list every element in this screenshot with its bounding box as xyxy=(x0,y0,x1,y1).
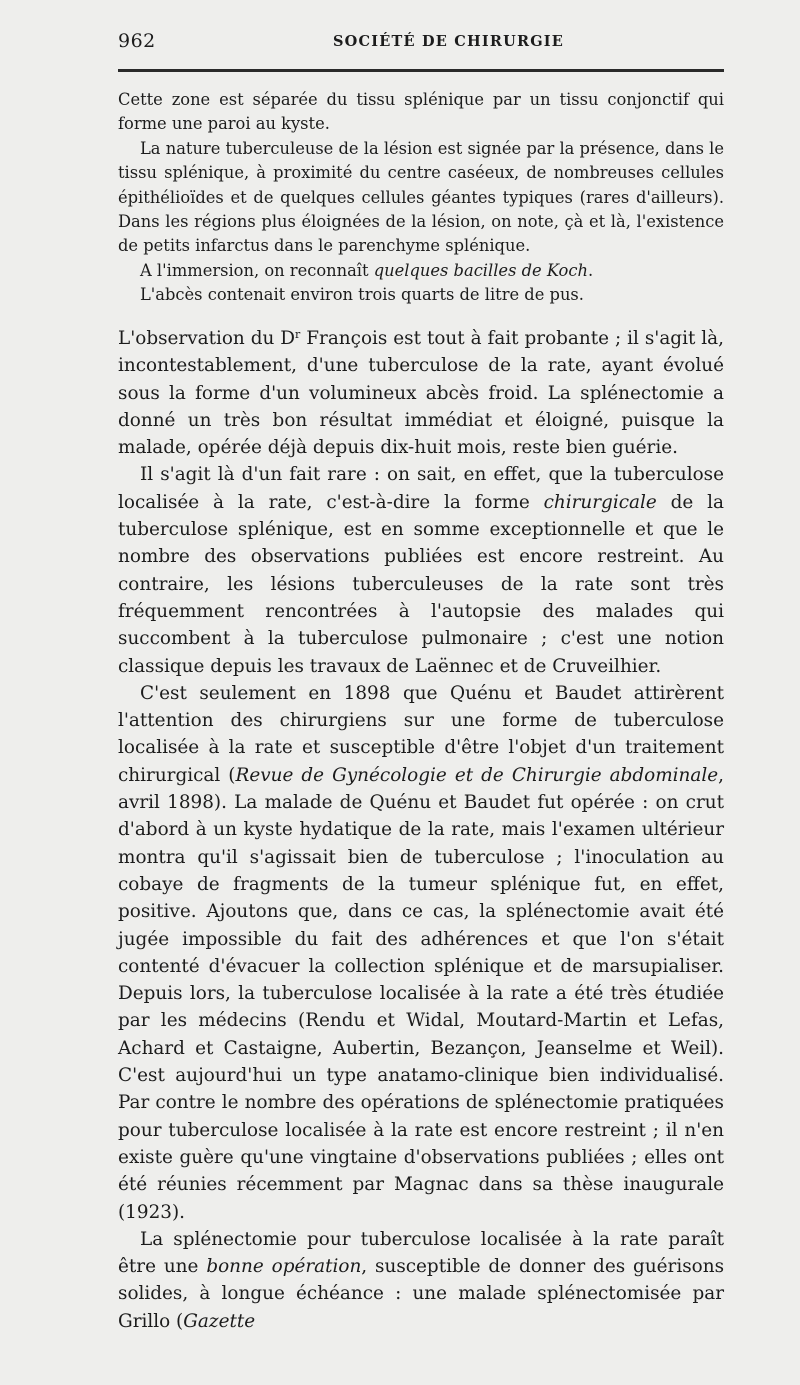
header-rule xyxy=(118,69,724,72)
discussion-paragraph-3 xyxy=(118,680,724,1226)
doctor-superscript: r xyxy=(295,327,301,341)
discussion-p1-rest: François est tout à fait probante ; il s'agit là, incontestablement, d'une tuberculose de la rate, ayant évolué sous la forme d'un volumineux abcès froid. La splénectomie a donné un très bon résultat immédiat et éloigné, puisque la malade, opérée déjà depuis dix-huit mois, reste bien guérie. xyxy=(118,328,724,459)
report-paragraph-3-end: . xyxy=(587,260,594,280)
report-paragraph-2: La nature tuberculeuse de la lésion est signée par la présence, dans le tissu splénique, à proximité du centre caséeux, de nombreuses cellules épithélioïdes et de quelques cellules géantes typiques (rares d'ailleurs). Dans les régions plus éloignées de la lésion, on note, çà et là, l'existence de petits infarctus dans le parenchyme splénique. xyxy=(118,138,724,256)
report-paragraph-3 xyxy=(118,259,724,283)
discussion-p1-start: L'observation du D xyxy=(118,328,296,349)
discussion-block xyxy=(118,325,724,1335)
page-number: 962 xyxy=(118,30,156,52)
discussion-p2-rest: de la tuberculose splénique, est en somme exceptionnelle et que le nombre des observations publiées est encore restreint. Au contraire, les lésions tuberculeuses de la rate sont très fréquemment rencontrées à l'autopsie des malades qui succombent à la tuberculose pulmonaire ; c'est une notion classique depuis les travaux de Laënnec et de Cruveilhier. xyxy=(118,491,724,677)
discussion-p3-rest: , avril 1898). La malade de Quénu et Baudet fut opérée : on crut d'abord à un kyste hydatique de la rate, mais l'examen ultérieur montra qu'il s'agissait bien de tuberculose ; l'inoculation au cobaye de fragments de la tumeur splénique fut, en effet, positive. Ajoutons que, dans ce cas, la splénectomie avait été jugée impossible du fait des adhérences et que l'on s'était contenté d'évacuer la collection splénique et de marsupialiser. Depuis lors, la tuberculose localisée à la rate a été très étudiée par les médecins (Rendu et Widal, Moutard-Martin et Lefas, Achard et Castaigne, Aubertin, Bezançon, Jeanselme et Weil). C'est aujourd'hui un type anatamo-clinique bien individualisé. Par contre le nombre des opérations de splénectomie pratiquées pour tuberculose localisée à la rate est encore restreint ; il n'en existe guère qu'une vingtaine d'observations publiées ; elles ont été réunies récemment par Magnac dans sa thèse inaugurale (1923). xyxy=(118,764,724,1223)
report-paragraph-3-text: A l'immersion, on reconnaît xyxy=(140,260,374,280)
page-header xyxy=(118,30,724,54)
discussion-p4-middle: , susceptible de donner des guérisons solides, à longue échéance : une malade splénectomisée par Grillo ( xyxy=(118,1256,725,1332)
bonne-operation-italic: bonne opération xyxy=(206,1256,362,1278)
discussion-p4-start: La splénectomie pour tuberculose localisée à la rate paraît être une xyxy=(118,1228,724,1278)
report-paragraph-1: Cette zone est séparée du tissu splénique par un tissu conjonctif qui forme une paroi au kyste. xyxy=(118,90,724,134)
journal-title-italic: Revue de Gynécologie et de Chirurgie abdominale xyxy=(235,764,719,786)
running-title: SOCIÉTÉ DE CHIRURGIE xyxy=(333,33,565,50)
discussion-paragraph-4 xyxy=(118,1226,724,1335)
discussion-paragraph-2 xyxy=(118,461,724,679)
discussion-p2-start: Il s'agit là d'un fait rare : on sait, en effet, que la tuberculose localisée à la rate, c'est-à-dire la forme xyxy=(118,464,724,513)
case-report-block xyxy=(118,88,724,308)
report-paragraph-4: L'abcès contenait environ trois quarts de litre de pus. xyxy=(140,285,584,305)
gazette-italic: Gazette xyxy=(183,1310,256,1332)
discussion-paragraph-1 xyxy=(118,325,724,461)
discussion-p3-start: C'est seulement en 1898 que Quénu et Baudet attirèrent l'attention des chirurgiens sur une forme de tuberculose localisée à la rate et susceptible d'être l'objet d'un traitement chirurgical ( xyxy=(118,682,724,786)
chirurgicale-italic: chirurgicale xyxy=(543,491,657,513)
bacilles-de-koch-italic: quelques bacilles de Koch xyxy=(373,260,588,280)
